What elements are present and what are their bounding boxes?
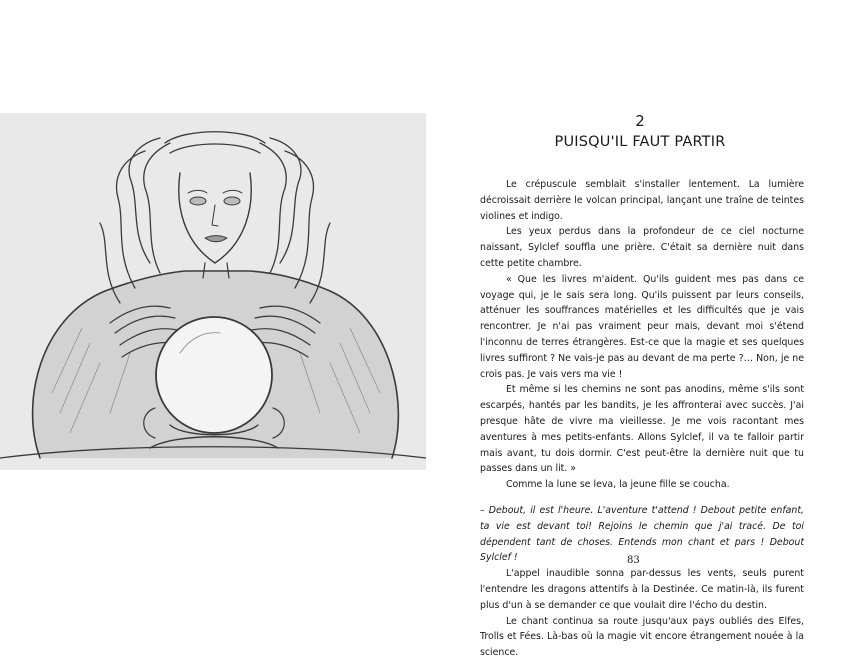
paragraph: Comme la lune se leva, la jeune fille se coucha. [506,479,730,491]
chapter-number: 2 [635,112,645,130]
paragraph: « Que les livres m'aident. Qu'ils guident mes pas dans ce voyage qui, je le sais sera long. Qu'ils puissent par leurs conseils, atténuer les souffrances matérielles et les difficultés que je vais rencontrer. Je n'ai pas vraiment peur mais, devant moi s'étend l'inconnu de terres étrangères. Est-ce que la magie et ses quelques livres suffiront ? Ne vais-je pas au devant de ma perte ?… Non, je ne crois pas. Je vais vers ma vie ! [480,273,804,380]
illustration-sorceress-crystal-ball [0,113,426,470]
paragraph: Et même si les chemins ne sont pas anodins, même s'ils sont escarpés, hantés par les bandits, je les affronterai avec succès. J'ai presque hâte de vivre ma vieillesse. Je me vois racontant mes aventures à mes petits-enfants. Allons Sylclef, il va te falloir partir mais avant, tu dois dormir. C'est peut-être la dernière nuit que tu passes dans un lit. » [480,384,804,475]
chapter-body [480,177,804,661]
paragraph: Les yeux perdus dans la profondeur de ce ciel nocturne naissant, Sylclef souffla une prière. C'était sa dernière nuit dans cette petite chambre. [480,226,804,269]
italic-call-paragraph: – Debout, il est l'heure. L'aventure t'attend ! Debout petite enfant, ta vie est devant toi! Rejoins le chemin que j'ai tracé. De toi dépendent tant de choses. Entends mon chant et pars ! Debout Sylclef ! [480,504,804,564]
paragraph: L'appel inaudible sonna par-dessus les vents, seuls purent l'entendre les dragons attentifs à la Destinée. Ce matin-là, ils furent plus d'un à se demander ce que voulait dire l'écho du destin. [480,568,804,611]
paragraph: Le crépuscule semblait s'installer lentement. La lumière décroissait derrière le volcan principal, lançant une traîne de teintes violines et indigo. [480,179,804,222]
page-number: 83 [627,555,640,566]
chapter-title: PUISQU'IL FAUT PARTIR [554,134,726,150]
paragraph: Le chant continua sa route jusqu'aux pays oubliés des Elfes, Trolls et Fées. Là-bas où la magie vit encore étrangement nouée à la science. [480,615,804,659]
